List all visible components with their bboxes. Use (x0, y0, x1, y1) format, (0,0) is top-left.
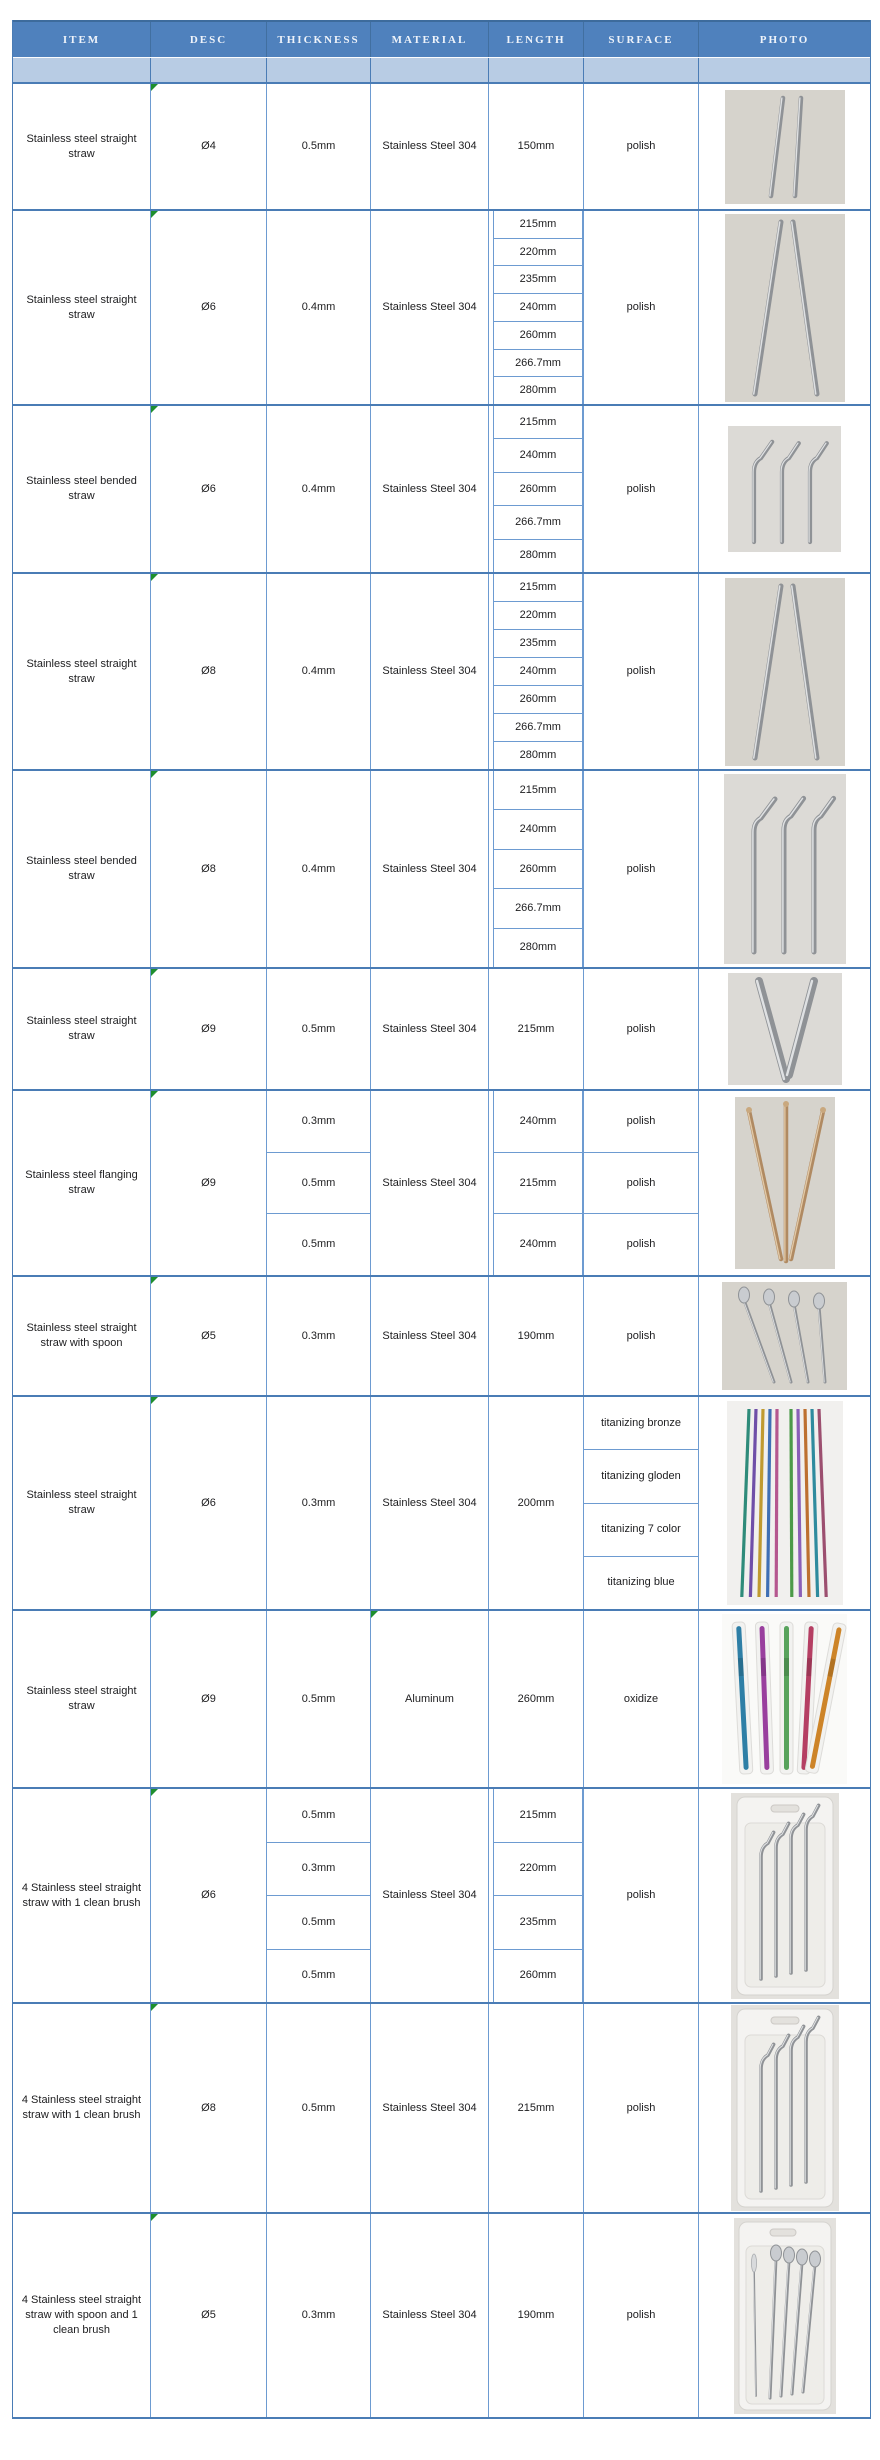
length-cell-text: 215mm (517, 2101, 555, 2114)
photo-cell[interactable] (699, 1789, 870, 2002)
item-cell[interactable] (13, 2214, 151, 2417)
thickness-cell-text: 0.5mm (301, 1022, 336, 1035)
thickness-cell-text: 0.4mm (301, 665, 336, 678)
item-cell-text: Stainless steel bended straw (26, 855, 137, 882)
surface-cell[interactable] (584, 1277, 699, 1395)
length-cell[interactable] (489, 84, 584, 209)
table-row (13, 1789, 870, 2004)
surface-cell-text: polish (626, 301, 656, 314)
subheader-cell[interactable] (151, 58, 267, 82)
length-cell (489, 1789, 584, 2002)
material-cell[interactable] (371, 1789, 489, 2002)
surface-cell-text: polish (626, 1329, 656, 1342)
table-row (13, 574, 870, 771)
photo-cell[interactable] (699, 771, 870, 967)
desc-cell[interactable] (151, 211, 267, 404)
surface-cell-text: polish (626, 2101, 656, 2114)
length-cell-text: 260mm (517, 1692, 555, 1705)
comment-flag-icon (151, 211, 158, 218)
length-cell-option[interactable]: 215mm (493, 1153, 583, 1215)
comment-flag-icon (151, 84, 158, 91)
desc-cell-text: Ø8 (201, 862, 216, 875)
subheader-cell[interactable] (267, 58, 371, 82)
desc-cell[interactable] (151, 574, 267, 769)
desc-cell-text: Ø9 (201, 1022, 216, 1035)
length-cell (489, 406, 584, 572)
table-row (13, 2214, 870, 2417)
item-cell-text: Stainless steel straight straw (26, 293, 137, 321)
desc-cell-text: Ø6 (201, 1889, 216, 1902)
thickness-cell-text: 0.3mm (301, 2309, 336, 2322)
length-cell-option[interactable]: 260mm (493, 1950, 583, 2003)
surface-cell[interactable] (584, 406, 699, 572)
surface-cell-text: polish (626, 665, 656, 678)
item-cell[interactable] (13, 406, 151, 572)
surface-cell-text: oxidize (623, 1692, 659, 1705)
thickness-cell[interactable] (267, 1611, 371, 1787)
surface-cell-text: polish (626, 862, 656, 875)
material-cell-text: Stainless Steel 304 (382, 2101, 477, 2114)
table-row (13, 211, 870, 406)
material-cell[interactable] (371, 211, 489, 404)
length-cell-option[interactable]: 260mm (493, 473, 583, 506)
surface-cell-text: polish (626, 2309, 656, 2322)
desc-cell[interactable] (151, 1277, 267, 1395)
surface-cell[interactable] (584, 2214, 699, 2417)
item-cell[interactable] (13, 969, 151, 1089)
length-cell-option[interactable]: 235mm (493, 266, 583, 294)
length-cell-text: 200mm (517, 1496, 555, 1509)
length-cell-option[interactable]: 266.7mm (493, 350, 583, 378)
comment-flag-icon (151, 969, 158, 976)
item-cell-text: 4 Stainless steel straight straw with spoon and 1 clean brush (21, 2294, 142, 2336)
col-header-item[interactable]: ITEM (13, 22, 151, 57)
desc-cell-text: Ø5 (201, 2309, 216, 2322)
length-cell-option[interactable]: 220mm (493, 239, 583, 267)
thickness-cell[interactable] (267, 1277, 371, 1395)
comment-flag-icon (151, 1091, 158, 1098)
thickness-cell[interactable] (267, 211, 371, 404)
product-photo-straight-2-thick[interactable] (728, 973, 842, 1085)
length-cell-option[interactable]: 215mm (493, 1789, 583, 1843)
length-cell (489, 1091, 584, 1275)
product-photo-aluminum-sleeves-5[interactable] (722, 1614, 847, 1784)
desc-cell-text: Ø9 (201, 1176, 216, 1189)
item-cell-text: Stainless steel straight straw (26, 132, 137, 160)
col-header-surface[interactable]: SURFACE (584, 22, 699, 57)
item-cell[interactable] (13, 211, 151, 404)
table-row (13, 2004, 870, 2214)
product-photo-rainbow-bundle[interactable] (727, 1401, 843, 1605)
item-cell[interactable] (13, 2004, 151, 2212)
item-cell[interactable] (13, 574, 151, 769)
table-row (13, 406, 870, 574)
length-cell-option[interactable]: 215mm (493, 211, 583, 239)
item-cell[interactable] (13, 1789, 151, 2002)
surface-cell-option[interactable]: polish (584, 1091, 698, 1153)
product-photo-blister-bent-4[interactable] (731, 1793, 839, 1999)
table-row (13, 771, 870, 969)
surface-cell-text: polish (626, 482, 656, 495)
material-cell[interactable] (371, 2214, 489, 2417)
item-cell-text: Stainless steel flanging straw (25, 1169, 138, 1196)
thickness-cell-text: 0.5mm (301, 140, 336, 153)
item-cell-text: 4 Stainless steel straight straw with 1 clean brush (21, 1881, 142, 1909)
material-cell[interactable] (371, 969, 489, 1089)
table-row (13, 1091, 870, 1277)
comment-flag-icon (151, 406, 158, 413)
length-cell[interactable] (489, 2214, 584, 2417)
length-cell[interactable] (489, 2004, 584, 2212)
length-cell-option[interactable]: 280mm (493, 540, 583, 572)
table-body (13, 84, 870, 2417)
length-cell-option[interactable]: 220mm (493, 1843, 583, 1897)
length-cell-option[interactable]: 240mm (493, 1214, 583, 1275)
col-header-thickness[interactable]: THICKNESS (267, 22, 371, 57)
item-cell-text: Stainless steel straight straw (26, 657, 137, 685)
comment-flag-icon (151, 574, 158, 581)
material-cell-text: Stainless Steel 304 (382, 1176, 477, 1189)
material-cell-text: Stainless Steel 304 (382, 2309, 477, 2322)
item-cell-text: Stainless steel straight straw with spoon (26, 1322, 137, 1349)
item-cell[interactable] (13, 1091, 151, 1275)
length-cell (489, 574, 584, 769)
desc-cell[interactable] (151, 84, 267, 209)
surface-cell-option[interactable]: titanizing gloden (584, 1450, 698, 1503)
thickness-cell[interactable] (267, 771, 371, 967)
subheader-cell[interactable] (584, 58, 699, 82)
thickness-cell[interactable] (267, 2214, 371, 2417)
surface-cell[interactable] (584, 84, 699, 209)
desc-cell[interactable] (151, 1611, 267, 1787)
length-cell[interactable] (489, 1611, 584, 1787)
thickness-cell-option[interactable]: 0.5mm (301, 1969, 336, 1982)
desc-cell-text: Ø6 (201, 1496, 216, 1509)
thickness-cell-text: 0.4mm (301, 862, 336, 875)
table-header-row (13, 20, 870, 58)
thickness-cell[interactable] (267, 406, 371, 572)
length-cell-option[interactable]: 280mm (493, 377, 583, 404)
surface-cell[interactable] (584, 2004, 699, 2212)
material-cell-text: Stainless Steel 304 (382, 1496, 477, 1509)
subheader-cell[interactable] (371, 58, 489, 82)
material-cell[interactable] (371, 574, 489, 769)
desc-cell[interactable] (151, 771, 267, 967)
thickness-cell[interactable] (267, 574, 371, 769)
surface-cell-text: polish (626, 1889, 656, 1902)
thickness-cell (267, 1789, 371, 2002)
material-cell[interactable] (371, 2004, 489, 2212)
thickness-cell-option[interactable]: 0.5mm (267, 1789, 370, 1843)
product-photo-blister-spoon-4[interactable] (734, 2218, 836, 2414)
photo-cell[interactable] (699, 1611, 870, 1787)
material-cell-text: Stainless Steel 304 (382, 1022, 477, 1035)
length-cell-option[interactable]: 266.7mm (493, 714, 583, 742)
product-table (12, 20, 871, 2419)
table-subheader-row (13, 58, 870, 84)
thickness-cell-option[interactable]: 0.5mm (301, 1238, 336, 1251)
material-cell[interactable] (371, 1397, 489, 1609)
product-photo-straight-2-short[interactable] (725, 90, 845, 204)
length-cell-text: 190mm (517, 2309, 555, 2322)
table-row (13, 969, 870, 1091)
product-photo-bent-3-large[interactable] (724, 774, 846, 964)
thickness-cell-option[interactable]: 0.3mm (267, 1843, 370, 1897)
surface-cell-text: polish (626, 1022, 656, 1035)
comment-flag-icon (151, 1789, 158, 1796)
length-cell-option[interactable]: 215mm (493, 771, 583, 810)
table-row (13, 1611, 870, 1789)
length-cell-option[interactable]: 260mm (493, 322, 583, 350)
surface-cell-option[interactable]: titanizing 7 color (584, 1504, 698, 1557)
comment-flag-icon (371, 1611, 378, 1618)
thickness-cell-option[interactable]: 0.5mm (267, 1153, 370, 1215)
surface-cell (584, 1397, 699, 1609)
length-cell[interactable] (489, 1277, 584, 1395)
desc-cell-text: Ø6 (201, 482, 216, 495)
subheader-cell[interactable] (13, 58, 151, 82)
comment-flag-icon (151, 1277, 158, 1284)
subheader-cell[interactable] (699, 58, 870, 82)
length-cell-option[interactable]: 240mm (493, 1091, 583, 1153)
surface-cell[interactable] (584, 1611, 699, 1787)
col-header-material[interactable]: MATERIAL (371, 22, 489, 57)
thickness-cell-text: 0.4mm (301, 301, 336, 314)
thickness-cell[interactable] (267, 2004, 371, 2212)
desc-cell[interactable] (151, 1091, 267, 1275)
comment-flag-icon (151, 2214, 158, 2221)
length-cell-option[interactable]: 260mm (493, 686, 583, 714)
desc-cell-text: Ø5 (201, 1329, 216, 1342)
material-cell[interactable] (371, 1091, 489, 1275)
length-cell-option[interactable]: 240mm (493, 294, 583, 322)
comment-flag-icon (151, 1397, 158, 1404)
col-header-length[interactable]: LENGTH (489, 22, 584, 57)
product-photo-spoon-4[interactable] (722, 1282, 847, 1390)
surface-cell-option[interactable]: titanizing blue (607, 1576, 675, 1589)
length-cell (489, 211, 584, 404)
desc-cell-text: Ø8 (201, 2101, 216, 2114)
surface-cell-option[interactable]: titanizing bronze (584, 1397, 698, 1450)
surface-cell[interactable] (584, 1789, 699, 2002)
thickness-cell (267, 1091, 371, 1275)
surface-cell[interactable] (584, 969, 699, 1089)
photo-cell[interactable] (699, 969, 870, 1089)
product-photo-straight-2-long[interactable] (725, 578, 845, 766)
length-cell-option[interactable]: 280mm (493, 929, 583, 967)
length-cell-text: 150mm (517, 140, 555, 153)
photo-cell[interactable] (699, 1277, 870, 1395)
desc-cell[interactable] (151, 1397, 267, 1609)
thickness-cell[interactable] (267, 1397, 371, 1609)
thickness-cell[interactable] (267, 969, 371, 1089)
material-cell-text: Stainless Steel 304 (382, 665, 477, 678)
item-cell-text: 4 Stainless steel straight straw with 1 clean brush (21, 2094, 142, 2121)
desc-cell-text: Ø6 (201, 301, 216, 314)
table-row (13, 1397, 870, 1611)
table-row (13, 84, 870, 211)
desc-cell[interactable] (151, 2004, 267, 2212)
desc-cell[interactable] (151, 2214, 267, 2417)
item-cell[interactable] (13, 1611, 151, 1787)
length-cell-option[interactable]: 266.7mm (493, 889, 583, 928)
material-cell-text: Stainless Steel 304 (382, 1329, 477, 1342)
length-cell (489, 771, 584, 967)
desc-cell-text: Ø9 (201, 1692, 216, 1705)
length-cell-option[interactable]: 280mm (493, 742, 583, 769)
material-cell-text: Stainless Steel 304 (382, 482, 477, 495)
desc-cell[interactable] (151, 969, 267, 1089)
length-cell-option[interactable]: 235mm (493, 630, 583, 658)
material-cell[interactable] (371, 406, 489, 572)
thickness-cell[interactable] (267, 84, 371, 209)
thickness-cell-text: 0.5mm (301, 1692, 336, 1705)
length-cell-option[interactable]: 240mm (493, 658, 583, 686)
material-cell-text: Stainless Steel 304 (382, 862, 477, 875)
surface-cell[interactable] (584, 771, 699, 967)
desc-cell-text: Ø8 (201, 665, 216, 678)
material-cell-text: Stainless Steel 304 (382, 140, 477, 153)
product-photo-straight-2-long[interactable] (725, 214, 845, 402)
material-cell-text: Aluminum (405, 1692, 454, 1705)
material-cell-text: Stainless Steel 304 (382, 301, 477, 314)
col-header-desc[interactable]: DESC (151, 22, 267, 57)
length-cell-option[interactable]: 235mm (493, 1896, 583, 1950)
thickness-cell-text: 0.4mm (301, 482, 336, 495)
surface-cell[interactable] (584, 574, 699, 769)
length-cell-option[interactable]: 215mm (493, 406, 583, 439)
material-cell[interactable] (371, 771, 489, 967)
length-cell-option[interactable]: 266.7mm (493, 506, 583, 539)
photo-cell[interactable] (699, 406, 870, 572)
surface-cell[interactable] (584, 211, 699, 404)
item-cell-text: Stainless steel bended straw (26, 475, 137, 502)
length-cell[interactable] (489, 1397, 584, 1609)
surface-cell (584, 1091, 699, 1275)
material-cell[interactable] (371, 1611, 489, 1787)
material-cell-text: Stainless Steel 304 (382, 1889, 477, 1902)
length-cell-option[interactable]: 220mm (493, 602, 583, 630)
item-cell[interactable] (13, 1277, 151, 1395)
desc-cell-text: Ø4 (201, 140, 216, 153)
length-cell-text: 215mm (517, 1022, 555, 1035)
product-photo-bent-3[interactable] (728, 426, 841, 552)
length-cell[interactable] (489, 969, 584, 1089)
comment-flag-icon (151, 2004, 158, 2011)
product-photo-flanging-3[interactable] (735, 1097, 835, 1269)
desc-cell[interactable] (151, 1789, 267, 2002)
material-cell[interactable] (371, 84, 489, 209)
length-cell-option[interactable]: 240mm (493, 439, 583, 472)
item-cell[interactable] (13, 84, 151, 209)
col-header-photo[interactable]: PHOTO (759, 33, 810, 46)
photo-cell[interactable] (699, 2214, 870, 2417)
item-cell-text: Stainless steel straight straw (26, 1489, 137, 1516)
photo-cell[interactable] (699, 2004, 870, 2212)
photo-cell[interactable] (699, 211, 870, 404)
product-photo-blister-bent-4[interactable] (731, 2005, 839, 2211)
thickness-cell-text: 0.3mm (301, 1496, 336, 1509)
table-row (13, 1277, 870, 1397)
surface-cell-option[interactable]: polish (584, 1153, 698, 1215)
desc-cell[interactable] (151, 406, 267, 572)
item-cell-text: Stainless steel straight straw (26, 1685, 137, 1712)
photo-cell[interactable] (699, 574, 870, 769)
length-cell-option[interactable]: 240mm (493, 810, 583, 849)
surface-cell-option[interactable]: polish (626, 1238, 656, 1251)
photo-cell[interactable] (699, 1091, 870, 1275)
subheader-cell[interactable] (489, 58, 584, 82)
length-cell-option[interactable]: 215mm (493, 574, 583, 602)
thickness-cell-text: 0.3mm (301, 1329, 336, 1342)
thickness-cell-text: 0.5mm (301, 2101, 336, 2114)
material-cell[interactable] (371, 1277, 489, 1395)
photo-cell[interactable] (699, 84, 870, 209)
surface-cell-text: polish (626, 140, 656, 153)
comment-flag-icon (151, 1611, 158, 1618)
item-cell[interactable] (13, 771, 151, 967)
photo-cell[interactable] (699, 1397, 870, 1609)
length-cell-text: 190mm (517, 1329, 555, 1342)
thickness-cell-option[interactable]: 0.3mm (267, 1091, 370, 1153)
thickness-cell-option[interactable]: 0.5mm (267, 1896, 370, 1950)
comment-flag-icon (151, 771, 158, 778)
length-cell-option[interactable]: 260mm (493, 850, 583, 889)
item-cell[interactable] (13, 1397, 151, 1609)
item-cell-text: Stainless steel straight straw (26, 1015, 137, 1042)
